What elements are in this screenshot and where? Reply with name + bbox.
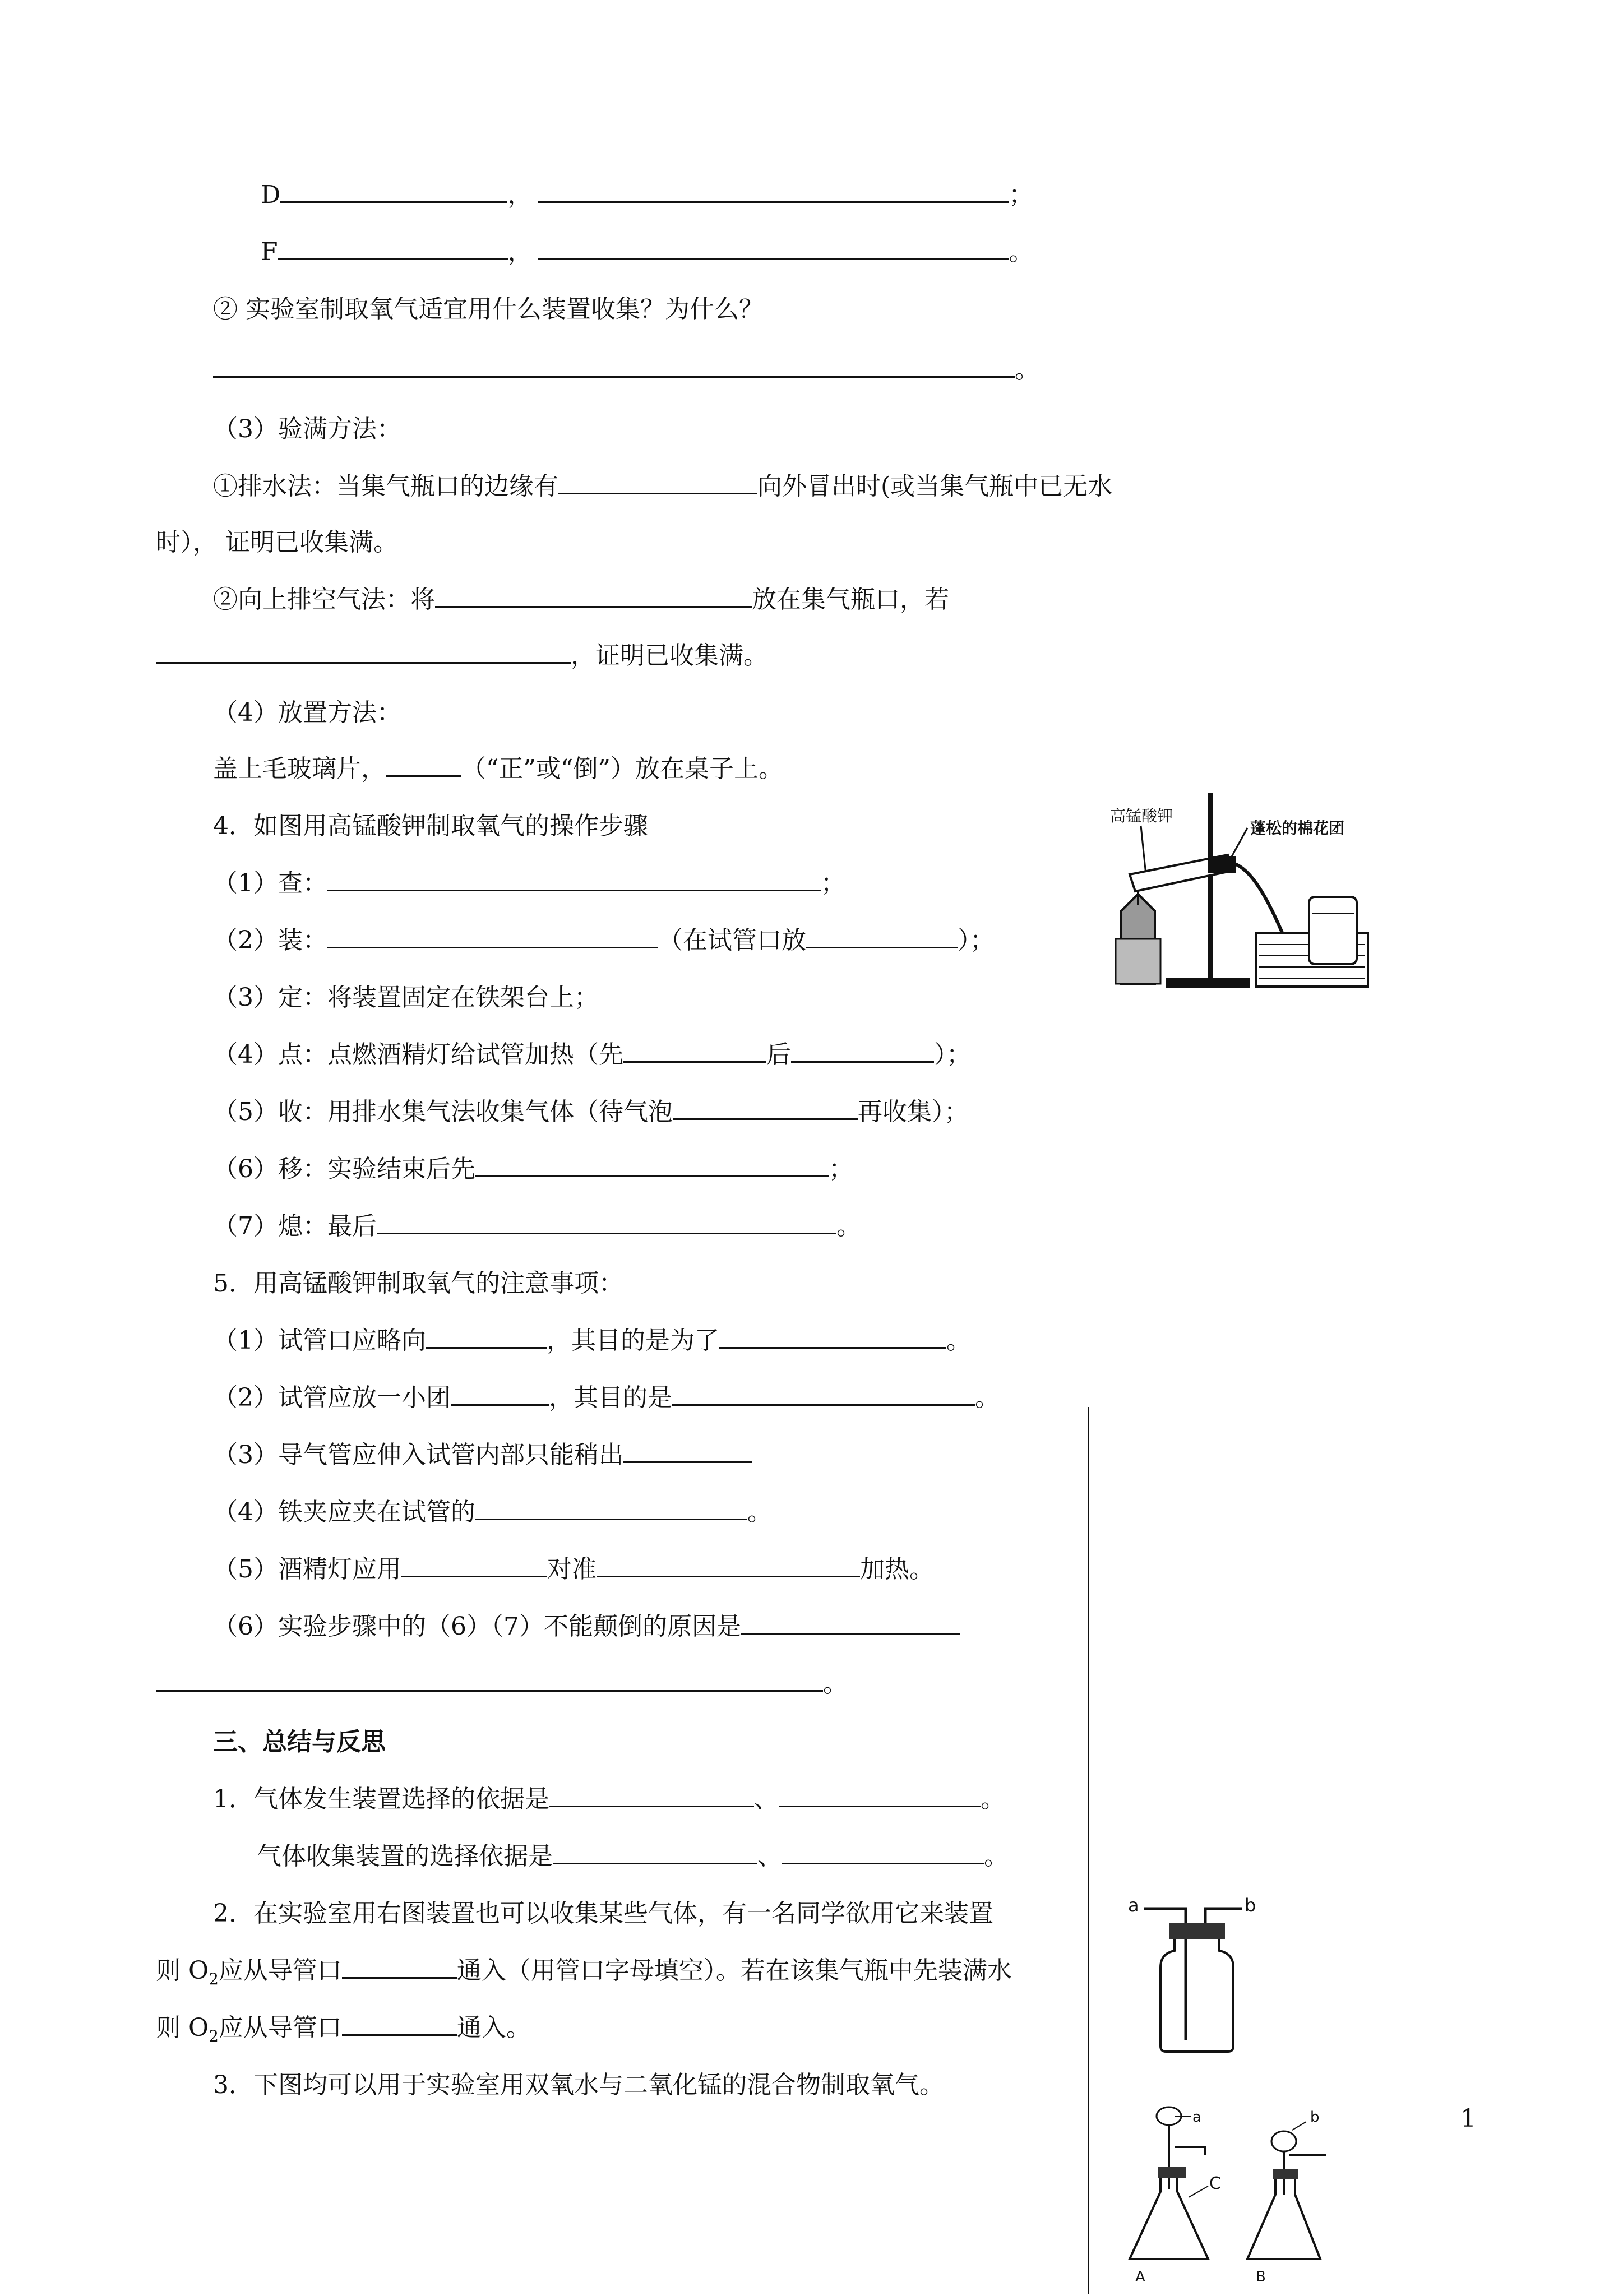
q4-step-7-text: （7）熄：最后 — [213, 1212, 377, 1240]
blank-q2[interactable] — [213, 355, 1015, 378]
section-heading-summary: 三、总结与反思 — [213, 1728, 386, 1756]
summary-2c — [156, 2011, 531, 2045]
vertical-divider — [1088, 1407, 1089, 2294]
place-text-b: （“正”或“倒”）放在桌子上。 — [461, 754, 783, 783]
air-method-text-b: 放在集气瓶口，若 — [752, 585, 949, 614]
q5-note-1 — [213, 1324, 971, 1358]
summary-1b-text: 气体收集装置的选择依据是 — [257, 1842, 553, 1871]
blank-s1d[interactable] — [782, 1841, 984, 1864]
q5-note-5-end: 加热。 — [860, 1555, 934, 1584]
summary-2: 2．在实验室用右图装置也可以收集某些气体，有一名同学欲用它来装置 — [213, 1899, 993, 1928]
q4-step-4 — [213, 1038, 971, 1072]
blank-place[interactable] — [386, 754, 461, 777]
blank-q4-2b[interactable] — [806, 925, 958, 948]
water-method-text-a: ①排水法：当集气瓶口的边缘有 — [213, 472, 558, 501]
q4-step-1-label: （1）查： — [213, 869, 327, 897]
q4-step-5 — [213, 1095, 969, 1129]
blank-line-d — [261, 178, 1033, 212]
q4-step-5-end: 再收集）； — [858, 1098, 969, 1126]
q4-step-4-mid: 后 — [766, 1040, 791, 1069]
q5-note-4 — [213, 1496, 772, 1529]
summary-2b — [156, 1954, 1086, 1988]
q4-step-4-text: （4）点：点燃酒精灯给试管加热（先 — [213, 1040, 623, 1069]
blank-q5-2b[interactable] — [672, 1383, 975, 1406]
blank-q4-2a[interactable] — [327, 925, 658, 948]
q5-note-3-text: （3）导气管应伸入试管内部只能稍出 — [213, 1441, 623, 1469]
potassium-permanganate-apparatus-figure — [1099, 771, 1385, 1006]
q5-note-6-line2 — [156, 1667, 848, 1701]
period: 。 — [946, 1326, 971, 1355]
blank-q5-5b[interactable] — [597, 1554, 860, 1577]
q4-step-5-text: （5）收：用排水集气法收集气体（待气泡 — [213, 1098, 673, 1126]
fig-label-cotton: 蓬松的棉花团 — [1250, 819, 1345, 837]
blank-q4-1[interactable] — [327, 868, 821, 891]
blank-f1[interactable] — [278, 237, 508, 260]
comma: ， — [507, 238, 533, 266]
blank-q4-4b[interactable] — [791, 1040, 934, 1063]
water-method-text-b: 向外冒出时(或当集气瓶中已无水 — [757, 472, 1113, 501]
blank-q5-3[interactable] — [623, 1440, 752, 1463]
blank-s1a[interactable] — [549, 1784, 754, 1807]
blank-q5-6a[interactable] — [741, 1612, 960, 1635]
flask-label-a: a — [1192, 2109, 1201, 2126]
q5-title: 5．用高锰酸钾制取氧气的注意事项： — [213, 1269, 623, 1298]
comma: ， — [507, 180, 533, 209]
blank-air-1[interactable] — [435, 585, 752, 608]
bottle-label-a: a — [1128, 1895, 1139, 1916]
summary-3: 3．下图均可以用于实验室用双氧水与二氧化锰的混合物制取氧气。 — [213, 2071, 944, 2099]
q4-step-2 — [213, 924, 995, 957]
q4-step-3: （3）定：将装置固定在铁架台上； — [213, 983, 599, 1012]
blank-s2b[interactable] — [342, 2013, 457, 2036]
blank-f2[interactable] — [538, 237, 1009, 260]
o2-prefix: 则 O — [156, 2013, 209, 2042]
period: 。 — [823, 1669, 848, 1698]
blank-water[interactable] — [558, 471, 757, 494]
q5-note-3 — [213, 1438, 752, 1472]
period: 。 — [836, 1212, 861, 1240]
flask-label-c: C — [1209, 2174, 1221, 2193]
place-title: （4）放置方法： — [213, 698, 401, 727]
flask-caption-b: B — [1256, 2269, 1266, 2285]
blank-q5-1b[interactable] — [719, 1326, 946, 1349]
q5-note-6-text: （6）实验步骤中的（6）（7）不能颠倒的原因是 — [213, 1612, 741, 1641]
period: 。 — [1015, 355, 1039, 384]
period: 。 — [981, 1785, 1005, 1813]
air-method-text-c: ，证明已收集满。 — [571, 641, 768, 670]
q4-step-1 — [213, 867, 845, 900]
blank-s1c[interactable] — [553, 1841, 757, 1864]
place-text-a: 盖上毛玻璃片， — [213, 754, 386, 783]
blank-d2[interactable] — [538, 180, 1009, 203]
q5-note-6 — [213, 1610, 960, 1644]
subscript-2: 2 — [209, 2026, 219, 2045]
air-method-line-2 — [156, 639, 768, 673]
fig-label-kmno4: 高锰酸钾 — [1110, 807, 1173, 825]
verify-title: （3）验满方法： — [213, 415, 401, 443]
flask-label-b: b — [1310, 2109, 1320, 2126]
q5-note-2-mid: ，其目的是 — [549, 1383, 672, 1412]
label-d: D — [261, 180, 281, 209]
place-line — [213, 752, 783, 786]
q5-note-5-mid: 对准 — [547, 1555, 597, 1584]
blank-q4-5[interactable] — [673, 1097, 858, 1120]
blank-air-2[interactable] — [156, 641, 571, 664]
q4-step-2-text: （在试管口放 — [658, 926, 806, 955]
blank-s2a[interactable] — [342, 1956, 457, 1979]
semicolon: ； — [821, 869, 845, 897]
blank-q4-6[interactable] — [475, 1154, 829, 1177]
gas-bottle-figure — [1121, 1889, 1278, 2057]
water-method-line — [213, 470, 1112, 503]
summary-2c-end: 通入。 — [456, 2013, 531, 2042]
blank-q5-6b[interactable] — [156, 1669, 823, 1692]
summary-1 — [213, 1783, 1005, 1816]
blank-line-f — [261, 235, 1034, 269]
flask-caption-a: A — [1135, 2269, 1145, 2285]
q4-step-2-end: ）； — [958, 926, 995, 955]
summary-2c-mid: 应从导管口 — [218, 2013, 342, 2042]
water-method-end: 时）， 证明已收集满。 — [156, 528, 398, 557]
q4-step-4-end: ）； — [934, 1040, 971, 1069]
blank-q5-2a[interactable] — [451, 1383, 549, 1406]
q5-note-2 — [213, 1381, 1000, 1415]
blank-q5-4[interactable] — [475, 1497, 747, 1520]
q4-step-7 — [213, 1210, 861, 1243]
summary-2b-end: 通入（用管口字母填空）。若在该集气瓶中先装满水 — [456, 1956, 1012, 1985]
blank-d1[interactable] — [280, 180, 507, 203]
flask-apparatus-figure — [1113, 2099, 1354, 2290]
q5-note-5-text: （5）酒精灯应用 — [213, 1555, 401, 1584]
q4-step-2-label: （2）装： — [213, 926, 327, 955]
q5-note-1-text: （1）试管口应略向 — [213, 1326, 426, 1355]
answer-line-q2 — [213, 353, 1039, 387]
summary-1-text: 1．气体发生装置选择的依据是 — [213, 1785, 549, 1813]
q4-step-6-text: （6）移：实验结束后先 — [213, 1155, 475, 1183]
q4-step-6 — [213, 1152, 853, 1186]
q5-note-1-mid: ，其目的是为了 — [547, 1326, 719, 1355]
bottle-label-b: b — [1245, 1895, 1256, 1916]
period: 。 — [984, 1842, 1009, 1871]
blank-q5-5a[interactable] — [401, 1554, 547, 1577]
q5-note-2-text: （2）试管应放一小团 — [213, 1383, 451, 1412]
separator: 、 — [754, 1785, 779, 1813]
blank-q5-1a[interactable] — [426, 1326, 547, 1349]
q5-note-5 — [213, 1553, 934, 1586]
subscript-2: 2 — [209, 1969, 219, 1988]
summary-2b-mid: 应从导管口 — [218, 1956, 342, 1985]
blank-q4-7[interactable] — [377, 1211, 836, 1234]
q5-note-4-text: （4）铁夹应夹在试管的 — [213, 1498, 475, 1526]
label-f: F — [261, 238, 278, 266]
page-number: 1 — [1460, 2104, 1476, 2133]
semicolon: ； — [829, 1155, 853, 1183]
air-method-line — [213, 583, 949, 617]
q4-title: 4．如图用高锰酸钾制取氧气的操作步骤 — [213, 812, 648, 840]
blank-q4-4a[interactable] — [623, 1040, 766, 1063]
period: 。 — [1009, 238, 1034, 266]
period: 。 — [747, 1498, 772, 1526]
blank-s1b[interactable] — [779, 1784, 981, 1807]
o2-prefix: 则 O — [156, 1956, 209, 1985]
separator: 、 — [757, 1842, 782, 1871]
semicolon: ； — [1009, 180, 1034, 209]
period: 。 — [975, 1383, 1000, 1412]
air-method-text-a: ②向上排空气法：将 — [213, 585, 435, 614]
question-2: ② 实验室制取氧气适宜用什么装置收集？为什么？ — [213, 295, 764, 323]
summary-1b — [257, 1840, 1009, 1873]
